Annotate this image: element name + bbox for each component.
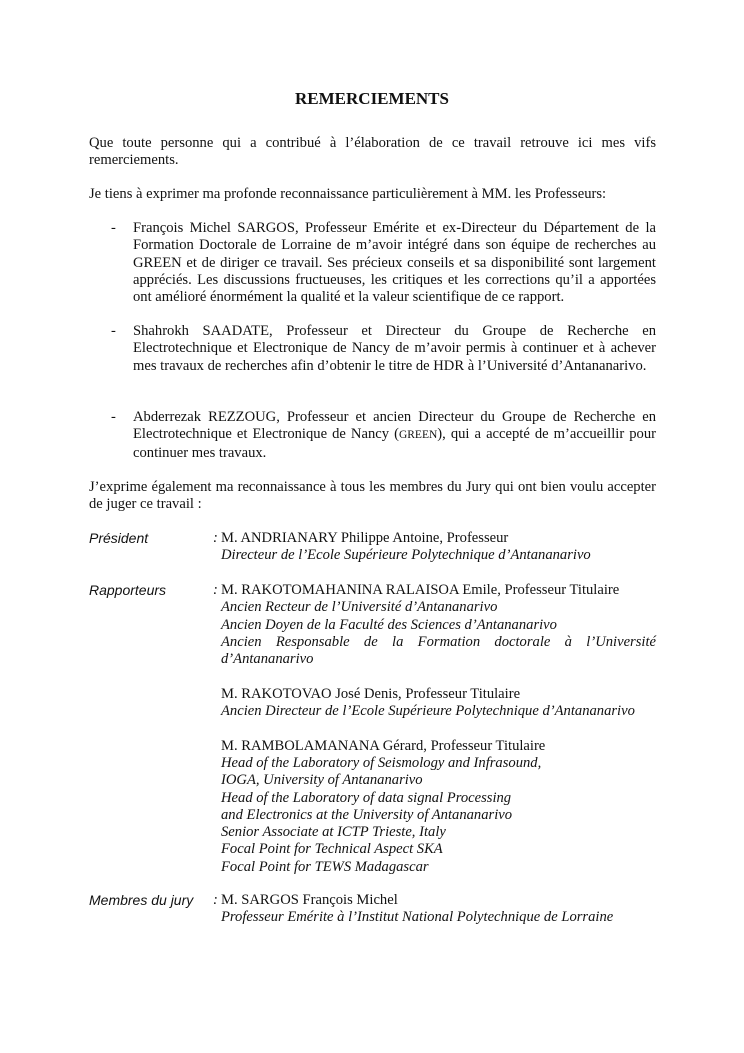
member-title: Focal Point for TEWS Madagascar (221, 858, 429, 875)
member-title: Focal Point for Technical Aspect SKA (221, 841, 443, 858)
member-name: M. RAMBOLAMANANA Gérard, Professeur Titulaire (221, 737, 546, 754)
bullet-text-start: Abderrezak REZZOUG, Professeur et ancien Directeur du Groupe de Recherche en Electrotechnique et Electronique de Nancy ( (133, 409, 656, 443)
colon: : (213, 582, 218, 598)
bullet-text: Shahrokh SAADATE, Professeur et Directeur du Groupe de Recherche en Electrotechnique et Electronique de Nancy de m’avoir permis à continuer et à achever mes travaux de recherches afin d’obtenir le titre de HDR à l’Université d’Antananarivo. (133, 323, 656, 374)
member-name: M. RAKOTOMAHANINA RALAISOA Emile, Professeur Titulaire (221, 582, 620, 598)
bullet-item-saadate (89, 323, 656, 375)
thanks-intro-paragraph: Je tiens à exprimer ma profonde reconnaissance particulièrement à MM. les Professeurs: (89, 186, 607, 202)
jury-intro-paragraph: J’exprime également ma reconnaissance à tous les membres du Jury qui ont bien voulu accepter de juger ce travail : (89, 479, 656, 513)
member-name: M. SARGOS François Michel (221, 892, 398, 908)
bullet-dash: - (111, 220, 116, 236)
member-name: M. RAKOTOVAO José Denis, Professeur Titulaire (221, 685, 521, 702)
member-name: M. ANDRIANARY Philippe Antoine, Professeur (221, 530, 509, 546)
member-title: Directeur de l’Ecole Supérieure Polytechnique d’Antananarivo (221, 547, 591, 564)
member-title: Professeur Emérite à l’Institut National Polytechnique de Lorraine (221, 909, 614, 926)
member-title: and Electronics at the University of Antananarivo (221, 806, 513, 823)
bullet-text (133, 409, 656, 462)
role-membres-du-jury: Membres du jury (89, 892, 194, 908)
intro-paragraph: Que toute personne qui a contribué à l’élaboration de ce travail retrouve ici mes vifs remerciements. (89, 135, 656, 169)
bullet-item-sargos (89, 220, 656, 306)
member-title: Head of the Laboratory of data signal Processing (221, 789, 512, 806)
bullet-item-rezzoug (89, 409, 656, 462)
bullet-dash: - (111, 323, 116, 339)
colon: : (213, 892, 218, 908)
role-rapporteurs: Rapporteurs (89, 582, 167, 598)
bullet-text: François Michel SARGOS, Professeur Emérite et ex-Directeur du Département de la Formation Doctorale de Lorraine de m’avoir intégré dans son équipe de recherches au GREEN et de diriger ce travail. Ses précieux conseils et sa disponibilité sont largement appréciés. Les discussions fructueuses, les critiques et les corrections qu’il a apportées ont amélioré énormément la qualité et la valeur scientifique de ce rapport. (133, 220, 656, 306)
role-president: Président (89, 530, 149, 546)
member-title: Senior Associate at ICTP Trieste, Italy (221, 824, 446, 841)
member-title: Ancien Directeur de l’Ecole Supérieure Polytechnique d’Antananarivo (221, 703, 635, 720)
member-title: Ancien Doyen de la Faculté des Sciences d’Antananarivo (221, 616, 557, 633)
member-title: Ancien Recteur de l’Université d’Antananarivo (221, 599, 498, 616)
colon: : (213, 530, 218, 546)
jury-president (221, 530, 656, 565)
member-title: IOGA, University of Antananarivo (221, 772, 423, 789)
jury-rapporteurs (221, 582, 656, 876)
member-title: Ancien Responsable de la Formation doctorale à l’Université d’Antananarivo (221, 633, 656, 668)
bullet-text-end: ), qui a accepté de m’accueillir pour continuer mes travaux. (133, 426, 656, 461)
bullet-dash: - (111, 409, 116, 425)
member-title: Head of the Laboratory of Seismology and Infrasound, (221, 754, 542, 771)
page-title: REMERCIEMENTS (295, 89, 449, 108)
jury-membres (221, 892, 656, 927)
acronym-green: GREEN (398, 429, 438, 442)
